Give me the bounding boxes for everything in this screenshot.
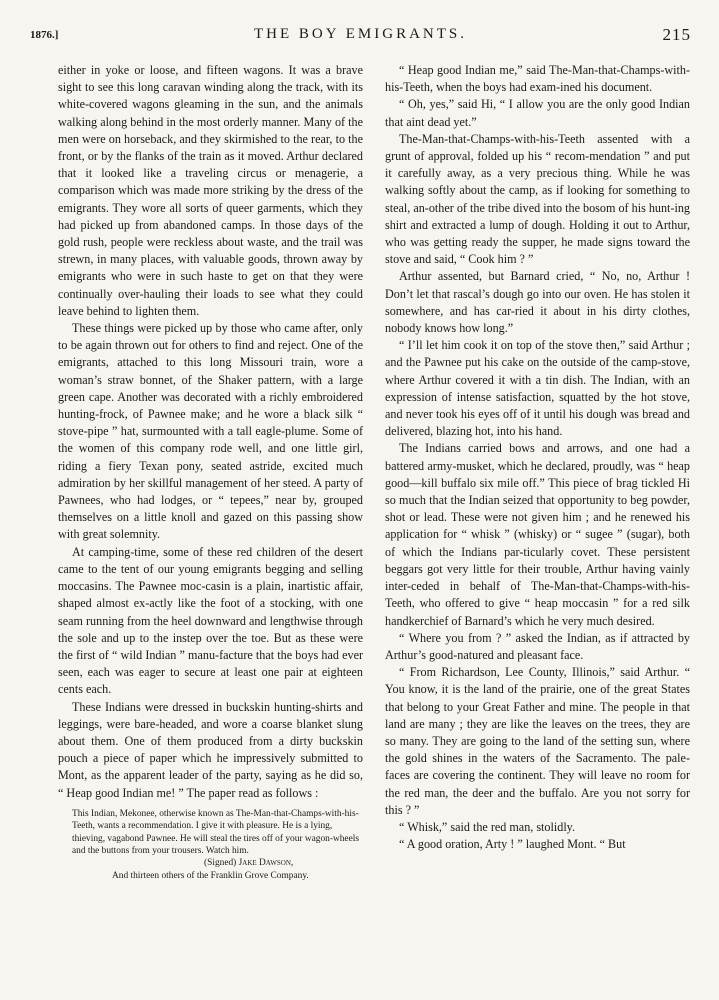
paragraph: “ Whisk,” said the red man, stolidly. xyxy=(399,819,576,834)
paragraph: “ Oh, yes,” said Hi, “ I allow you are the only good Indian that aint dead yet.” xyxy=(385,97,690,129)
paragraph: “ I’ll let him cook it on top of the stove then,” said Arthur ; and the Pawnee put his cake on the outside of the camp-stove, where Arthur covered it with a tin dish. The Indian, with an expression of intense satisfaction, squatted by the hot stove, and never took his eyes off of it until his dough was bread and delivered, blazing hot, into his hand. xyxy=(385,338,690,439)
paragraph: The Indians carried bows and arrows, and one had a battered army-musket, which he declared, proudly, was “ heap good—kill buffalo six mile off.” This piece of brag tickled Hi so much that the Indian seized that opportunity to beg powder, shot or lead. These were not given him ; and he renewed his application for “ whisk ” (whisky) or “ sugee ” (sugar), both of which the Indians par-ticularly covet. These persistent beggars got very little for their trouble, Arthur having vainly inter-ceded in behalf of The-Man-that-Champs-with-his-Teeth, who offered to give “ heap moccasin ” for a red silk handkerchief of Barnard’s which he very much desired. xyxy=(385,441,690,628)
note-signature xyxy=(72,857,363,869)
header-title: THE BOY EMIGRANTS. xyxy=(253,26,468,42)
running-header xyxy=(30,26,691,48)
paragraph: Arthur assented, but Barnard cried, “ No, no, Arthur ! Don’t let that rascal’s dough go into our oven. He has stolen it somewhere, and has car-ried it about in his dirty clothes, nobody knows how long.” xyxy=(385,269,690,336)
paragraph: These things were picked up by those who came after, only to be again thrown out for others to find and reject. One of the emigrants, attached to this long Missouri train, wore a woman’s straw bonnet, of the Shaker pattern, with a large green cape. Another was decorated with a richly embroidered hunting-frock, of Pawnee make; and he wore a black silk “ stove-pipe ” hat, surmounted with a tall eagle-plume. Some of the women of this company rode well, and one little girl, riding a fiery Texan pony, seated astride, excited much admiration by her skillful management of her steed. A party of Pawnees, who had lodges, or “ tepees,” near by, grouped themselves on a little knoll and gazed on this passing show with great solemnity. xyxy=(58,321,363,542)
note-company: And thirteen others of the Franklin Grove Company. xyxy=(112,870,309,881)
recommendation-note xyxy=(72,808,363,882)
paragraph: “ A good oration, Arty ! ” laughed Mont. “ But xyxy=(399,837,626,852)
paragraph: The-Man-that-Champs-with-his-Teeth assented with a grunt of approval, folded up his “ recom-mendation ” and put it carefully away, as a very precious thing. While he was walking softly about the camp, as if looking for something to steal, an-other of the tribe dived into the bosom of his hunt-ing shirt and extracted a lump of dough. Holding it out to Arthur, who was getting ready the supper, he made signs toward the stove and said, “ Cook him ? ” xyxy=(385,131,690,267)
note-signed-label: (Signed) xyxy=(204,858,237,869)
paragraph: “ Where you from ? ” asked the Indian, as if attracted by Arthur’s good-natured and pleasant face. xyxy=(385,630,690,662)
paragraph: “ Heap good Indian me,” said The-Man-that-Champs-with-his-Teeth, when the boys had exam-ined his document. xyxy=(385,63,690,95)
paragraph: At camping-time, some of these red children of the desert came to the tent of our young emigrants begging and selling moccasins. The Pawnee moc-casin is a plain, inartistic affair, shaped almost ex-actly like the foot of a stocking, with one seam running from the heel downward and lengthwise through the sole and up to the instep over the toe. But as these were the first of “ wild Indian ” manu-facture that the boys had ever seen, each was eager to secure at least one pair at eighteen cents each. xyxy=(58,544,363,697)
page-number: 215 xyxy=(662,25,691,44)
left-column xyxy=(58,62,363,882)
note-signer: Jake Dawson, xyxy=(238,858,294,869)
paragraph: either in yoke or loose, and fifteen wagons. It was a brave sight to see this long caravan winding along the track, with its white-covered wagons gleaming in the sun, and the animals walking along behind in the most orderly manner. Many of the men were on horseback, and they skirmished to the rear, to the front, or by the flanks of the train as it moved. Arthur declared that it looked like a traveling circus or menagerie, a comparison which was made more striking by the dress of the emigrants. They wore all sorts of queer garments, which they had picked up from abandoned camps. In those days of the gold rush, people were reckless about waste, and the trail was strewn, in many places, with valuable goods, thrown away by emigrants who were in such haste to get on that they were continually over-hauling their loads to see what they could leave behind to lighten them. xyxy=(58,63,363,318)
right-column xyxy=(385,62,690,853)
note-text: This Indian, Mekonee, otherwise known as The-Man-that-Champs-with-his-Teeth, wants a recommendation. I give it with pleasure. He is a lying, thieving, vagabond Pawnee. He will steal the tires off of your wagon-wheels and the buttons from your trousers. Watch him. xyxy=(72,808,359,856)
header-year: 1876.] xyxy=(30,29,59,41)
paragraph: These Indians were dressed in buckskin hunting-shirts and leggings, were bare-headed, and wore a coarse blanket slung about them. One of them produced from a dirty buckskin pouch a piece of paper which he impressively submitted to Mont, as the apparent leader of the party, saying as he did so, “ Heap good Indian me! ” The paper read as follows : xyxy=(58,699,363,800)
paragraph: “ From Richardson, Lee County, Illinois,” said Arthur. “ You know, it is the land of the prairie, one of the great States that belong to your Great Father and mine. The people in that land are many ; they are like the leaves on the trees, they are so many. They are going to the land of the setting sun, where the gold shines in the waters of the Sacramento. The pale-faces are covering the continent. They will leave no room for the red man, the deer and the buffalo. Are you not sorry for this ? ” xyxy=(385,665,690,817)
